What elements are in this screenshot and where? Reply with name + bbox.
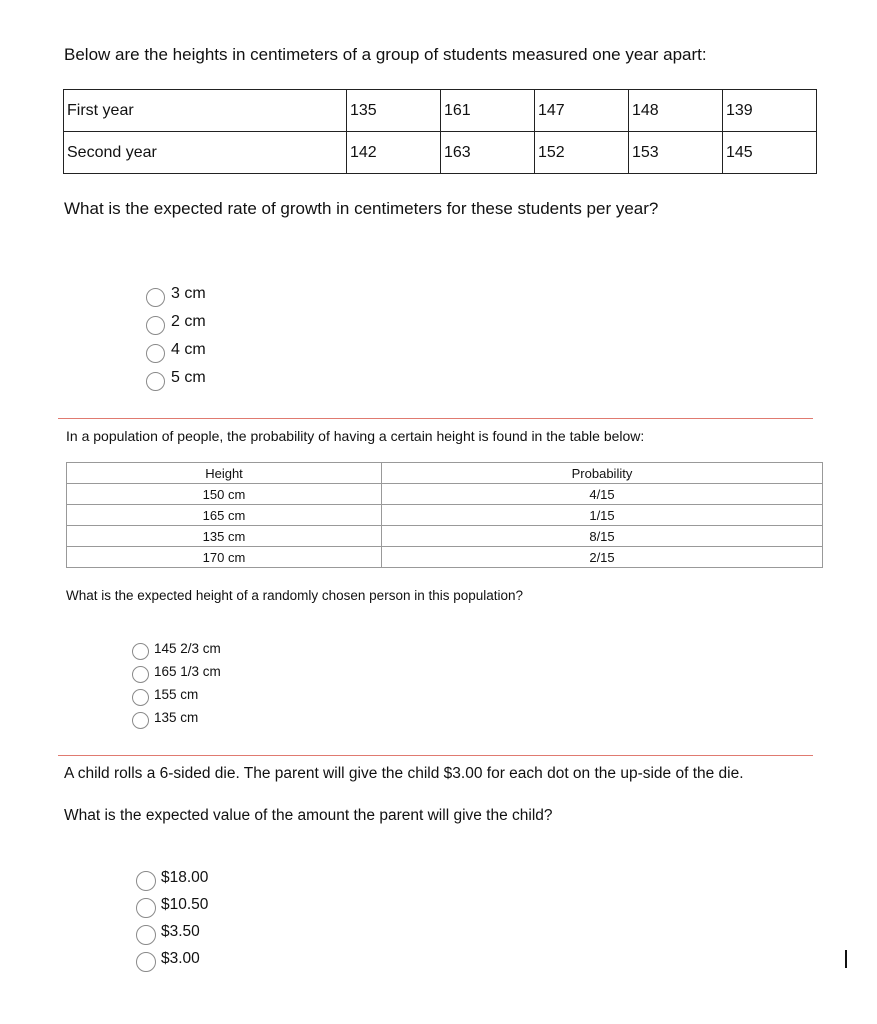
table-cell: 145 <box>723 132 817 174</box>
option-label: 5 cm <box>171 369 206 386</box>
text-cursor <box>845 950 847 968</box>
q2-intro-text: In a population of people, the probability of having a certain height is found in the table below: <box>66 428 645 444</box>
table-row <box>67 526 823 547</box>
option-label: 155 cm <box>154 687 199 702</box>
option-label: 3 cm <box>171 285 206 302</box>
q3-intro-text: A child rolls a 6-sided die. The parent will give the child $3.00 for each dot on the up-side of the die. <box>64 765 744 782</box>
table-cell: 142 <box>347 132 441 174</box>
q2-question-text: What is the expected height of a randomly chosen person in this population? <box>66 588 524 603</box>
q2-option-3[interactable] <box>132 706 221 729</box>
option-label: $3.50 <box>161 922 200 940</box>
q1-answer-options <box>146 280 206 392</box>
section-divider <box>58 418 813 419</box>
table-cell: 152 <box>535 132 629 174</box>
q1-heights-table <box>63 89 817 174</box>
height-cell: 150 cm <box>67 484 382 505</box>
option-label: 4 cm <box>171 341 206 358</box>
q1-option-2[interactable] <box>146 336 206 364</box>
option-label: 165 1/3 cm <box>154 664 221 679</box>
radio-button[interactable] <box>132 689 149 706</box>
radio-button[interactable] <box>146 316 165 335</box>
row-label: Second year <box>64 132 347 174</box>
radio-button[interactable] <box>136 898 156 918</box>
table-cell: 148 <box>629 90 723 132</box>
table-row <box>64 132 817 174</box>
q2-answer-options <box>132 637 221 729</box>
radio-button[interactable] <box>146 372 165 391</box>
option-label: 2 cm <box>171 313 206 330</box>
table-header-row <box>67 463 823 484</box>
table-row <box>67 505 823 526</box>
table-row <box>67 547 823 568</box>
q1-question-text: What is the expected rate of growth in centimeters for these students per year? <box>64 199 659 218</box>
radio-button[interactable] <box>146 288 165 307</box>
q3-option-3[interactable] <box>136 945 208 972</box>
option-label: $10.50 <box>161 895 209 913</box>
q1-option-0[interactable] <box>146 280 206 308</box>
table-cell: 135 <box>347 90 441 132</box>
q2-option-0[interactable] <box>132 637 221 660</box>
q3-option-0[interactable] <box>136 864 208 891</box>
table-cell: 147 <box>535 90 629 132</box>
radio-button[interactable] <box>146 344 165 363</box>
radio-button[interactable] <box>136 952 156 972</box>
option-label: 145 2/3 cm <box>154 641 221 656</box>
table-cell: 153 <box>629 132 723 174</box>
row-label: First year <box>64 90 347 132</box>
height-cell: 135 cm <box>67 526 382 547</box>
radio-button[interactable] <box>136 871 156 891</box>
height-cell: 165 cm <box>67 505 382 526</box>
q3-option-1[interactable] <box>136 891 208 918</box>
q1-intro-text: Below are the heights in centimeters of a group of students measured one year apart: <box>64 45 707 64</box>
q2-probability-table <box>66 462 823 568</box>
option-label: $3.00 <box>161 949 200 967</box>
radio-button[interactable] <box>132 643 149 660</box>
option-label: $18.00 <box>161 868 209 886</box>
option-label: 135 cm <box>154 710 199 725</box>
table-cell: 161 <box>441 90 535 132</box>
radio-button[interactable] <box>132 666 149 683</box>
radio-button[interactable] <box>136 925 156 945</box>
column-header-probability: Probability <box>382 463 823 484</box>
q3-answer-options <box>136 864 208 972</box>
height-cell: 170 cm <box>67 547 382 568</box>
q3-option-2[interactable] <box>136 918 208 945</box>
section-divider <box>58 755 813 756</box>
probability-cell: 8/15 <box>382 526 823 547</box>
q2-option-1[interactable] <box>132 660 221 683</box>
q2-option-2[interactable] <box>132 683 221 706</box>
probability-cell: 1/15 <box>382 505 823 526</box>
table-cell: 163 <box>441 132 535 174</box>
probability-cell: 2/15 <box>382 547 823 568</box>
q1-option-3[interactable] <box>146 364 206 392</box>
probability-cell: 4/15 <box>382 484 823 505</box>
radio-button[interactable] <box>132 712 149 729</box>
column-header-height: Height <box>67 463 382 484</box>
q1-option-1[interactable] <box>146 308 206 336</box>
table-row <box>64 90 817 132</box>
table-cell: 139 <box>723 90 817 132</box>
q3-question-text: What is the expected value of the amount the parent will give the child? <box>64 807 553 824</box>
table-row <box>67 484 823 505</box>
